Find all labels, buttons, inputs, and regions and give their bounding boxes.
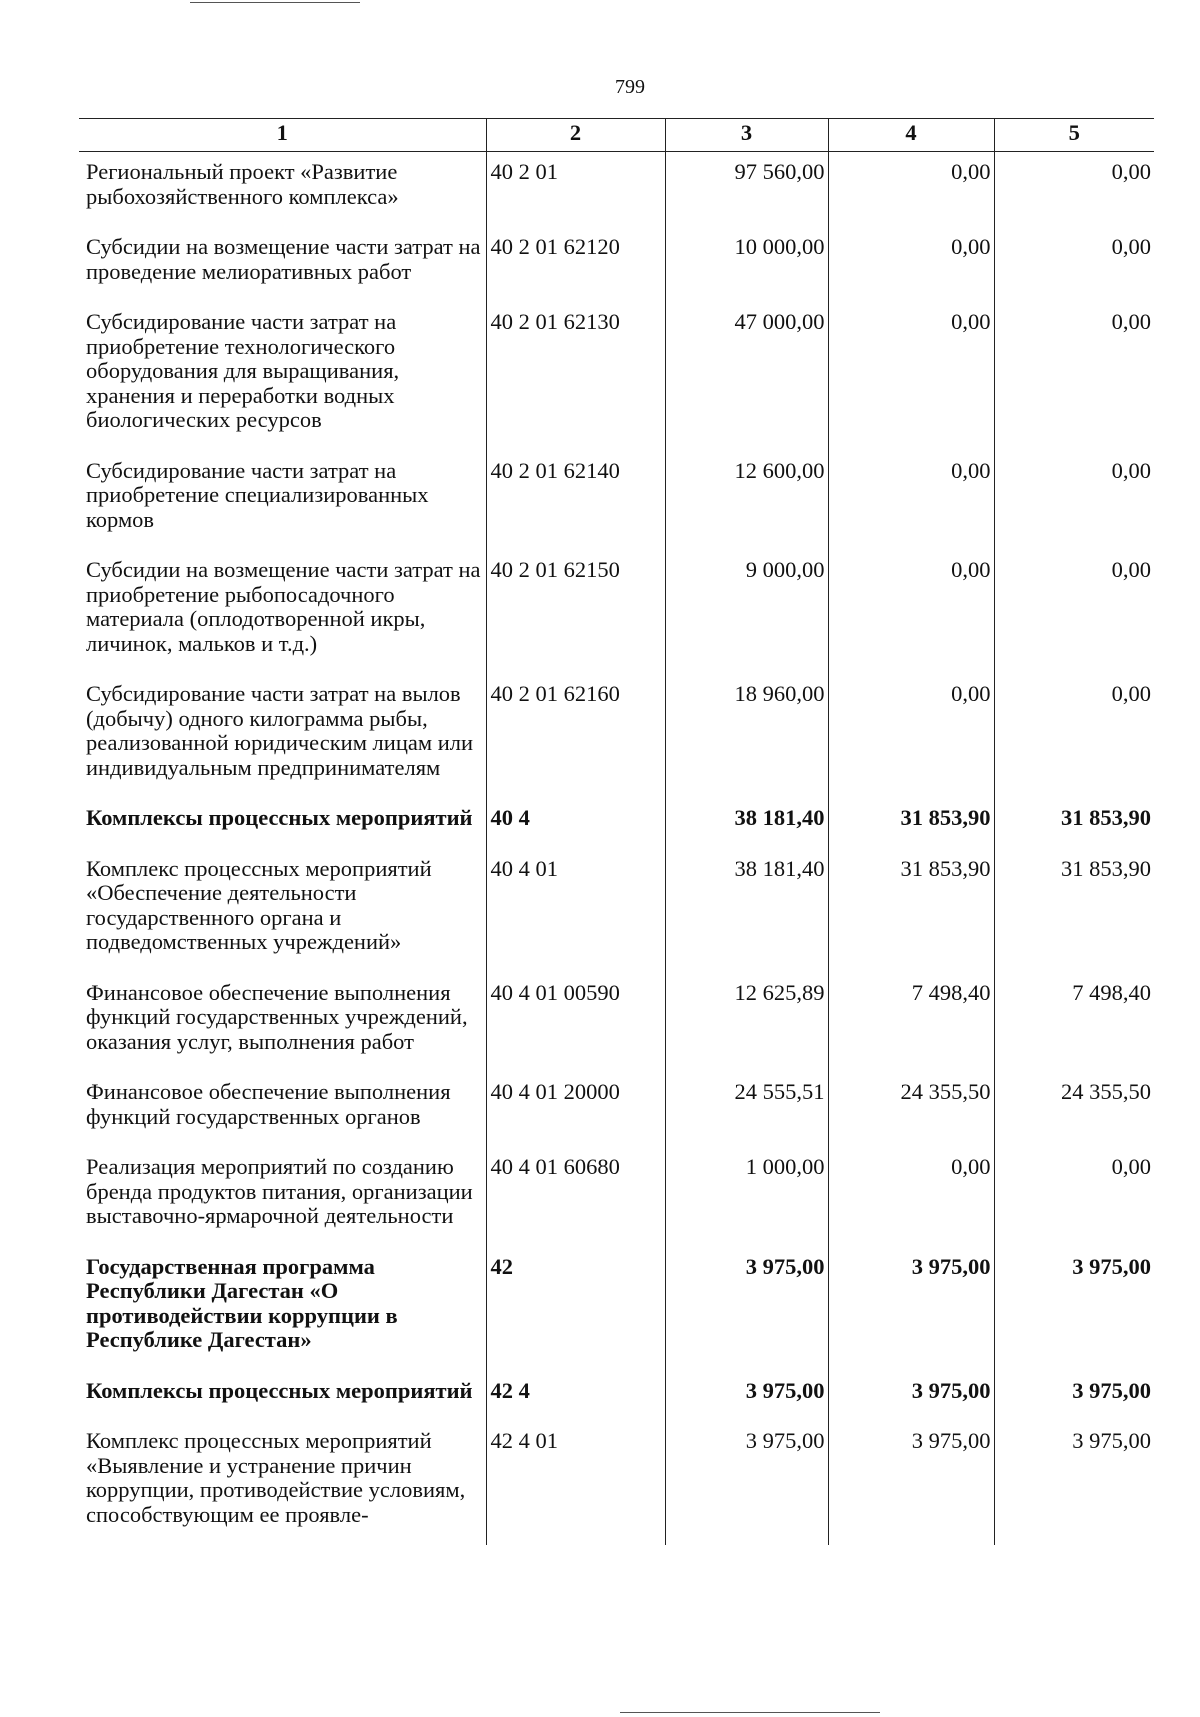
row-value-col3: 47 000,00 — [665, 302, 828, 451]
row-value-col4: 0,00 — [828, 302, 994, 451]
table-row — [79, 550, 1154, 674]
row-value-col5: 0,00 — [994, 302, 1154, 451]
row-name: Комплекс процессных мероприятий «Обеспечение деятельности государственного органа и подведомственных учреждений» — [86, 855, 432, 954]
row-code: 40 4 01 — [486, 849, 665, 973]
scan-edge-line-bottom — [620, 1712, 880, 1713]
row-value-col5: 0,00 — [994, 451, 1154, 551]
table-row — [79, 152, 1154, 228]
table-row — [79, 674, 1154, 798]
row-name: Финансовое обеспечение выполнения функций государственных органов — [86, 1079, 451, 1129]
row-code: 42 4 — [486, 1371, 665, 1422]
header-col-5: 5 — [994, 119, 1154, 152]
row-value-col3: 12 625,89 — [665, 973, 828, 1073]
scan-edge-line-top — [190, 2, 360, 3]
row-value-col4: 0,00 — [828, 227, 994, 302]
row-value-col4: 24 355,50 — [828, 1072, 994, 1147]
row-value-col3: 12 600,00 — [665, 451, 828, 551]
row-value-col3: 18 960,00 — [665, 674, 828, 798]
row-code: 40 2 01 62120 — [486, 227, 665, 302]
header-col-1: 1 — [79, 119, 486, 152]
row-value-col5: 0,00 — [994, 152, 1154, 228]
row-value-col5: 24 355,50 — [994, 1072, 1154, 1147]
row-name: Финансовое обеспечение выполнения функций государственных учреждений, оказания услуг, выполнения работ — [86, 979, 468, 1054]
table-row-section — [79, 1247, 1154, 1371]
row-value-col3: 3 975,00 — [665, 1371, 828, 1422]
row-value-col4: 31 853,90 — [828, 798, 994, 849]
row-code: 40 4 — [486, 798, 665, 849]
row-name: Региональный проект «Развитие рыбохозяйственного комплекса» — [86, 159, 399, 209]
row-value-col4: 0,00 — [828, 451, 994, 551]
row-value-col4: 3 975,00 — [828, 1247, 994, 1371]
row-name: Комплексы процессных мероприятий — [86, 1377, 473, 1403]
table-row-section — [79, 798, 1154, 849]
row-name: Субсидирование части затрат на приобретение специализированных кормов — [86, 457, 429, 532]
row-code: 40 2 01 — [486, 152, 665, 228]
row-value-col4: 7 498,40 — [828, 973, 994, 1073]
row-value-col3: 38 181,40 — [665, 849, 828, 973]
table-row — [79, 227, 1154, 302]
header-row — [79, 119, 1154, 152]
row-value-col3: 38 181,40 — [665, 798, 828, 849]
row-value-col3: 1 000,00 — [665, 1147, 828, 1247]
row-value-col5: 0,00 — [994, 674, 1154, 798]
table-row — [79, 849, 1154, 973]
row-value-col4: 31 853,90 — [828, 849, 994, 973]
table-row — [79, 1072, 1154, 1147]
row-value-col4: 0,00 — [828, 550, 994, 674]
table-row — [79, 1147, 1154, 1247]
table-row — [79, 1421, 1154, 1545]
row-value-col5: 0,00 — [994, 550, 1154, 674]
budget-table — [79, 118, 1154, 1545]
row-code: 40 2 01 62140 — [486, 451, 665, 551]
row-code: 40 2 01 62130 — [486, 302, 665, 451]
row-code: 42 — [486, 1247, 665, 1371]
row-code: 42 4 01 — [486, 1421, 665, 1545]
row-name: Реализация мероприятий по созданию бренда продуктов питания, организации выставочно-ярмарочной деятельности — [86, 1154, 473, 1228]
header-col-2: 2 — [486, 119, 665, 152]
row-value-col4: 0,00 — [828, 674, 994, 798]
row-value-col3: 3 975,00 — [665, 1421, 828, 1545]
row-value-col3: 24 555,51 — [665, 1072, 828, 1147]
row-value-col4: 0,00 — [828, 1147, 994, 1247]
row-value-col3: 9 000,00 — [665, 550, 828, 674]
table-row-section — [79, 1371, 1154, 1422]
page-number: 799 — [615, 76, 645, 98]
row-name: Комплекс процессных мероприятий «Выявление и устранение причин коррупции, противодействие условиям, способствующим ее проявле- — [86, 1428, 466, 1527]
row-value-col4: 0,00 — [828, 152, 994, 228]
header-col-3: 3 — [665, 119, 828, 152]
row-value-col5: 7 498,40 — [994, 973, 1154, 1073]
row-code: 40 4 01 00590 — [486, 973, 665, 1073]
row-name: Субсидии на возмещение части затрат на проведение мелиоративных работ — [86, 234, 481, 284]
row-value-col5: 0,00 — [994, 227, 1154, 302]
row-name: Государственная программа Республики Дагестан «О противодействии коррупции в Республике Дагестан» — [86, 1253, 398, 1352]
row-code: 40 2 01 62150 — [486, 550, 665, 674]
row-value-col4: 3 975,00 — [828, 1371, 994, 1422]
row-name: Субсидирование части затрат на приобретение технологического оборудования для выращивания, хранения и переработки водных биологических ресурсов — [86, 309, 400, 432]
header-col-4: 4 — [828, 119, 994, 152]
table-row — [79, 973, 1154, 1073]
row-code: 40 4 01 60680 — [486, 1147, 665, 1247]
row-value-col5: 0,00 — [994, 1147, 1154, 1247]
row-value-col3: 97 560,00 — [665, 152, 828, 228]
row-value-col5: 3 975,00 — [994, 1371, 1154, 1422]
table-row — [79, 451, 1154, 551]
row-name: Комплексы процессных мероприятий — [86, 805, 473, 830]
row-name: Субсидирование части затрат на вылов (добычу) одного килограмма рыбы, реализованной юридическим лицам или индивидуальным предпринимателям — [86, 681, 474, 780]
row-value-col5: 31 853,90 — [994, 849, 1154, 973]
row-code: 40 4 01 20000 — [486, 1072, 665, 1147]
row-value-col5: 3 975,00 — [994, 1247, 1154, 1371]
row-value-col5: 31 853,90 — [994, 798, 1154, 849]
row-value-col4: 3 975,00 — [828, 1421, 994, 1545]
table-row — [79, 302, 1154, 451]
row-value-col3: 10 000,00 — [665, 227, 828, 302]
row-name: Субсидии на возмещение части затрат на приобретение рыбопосадочного материала (оплодотворенной икры, личинок, мальков и т.д.) — [86, 557, 481, 656]
row-value-col3: 3 975,00 — [665, 1247, 828, 1371]
row-value-col5: 3 975,00 — [994, 1421, 1154, 1545]
row-code: 40 2 01 62160 — [486, 674, 665, 798]
